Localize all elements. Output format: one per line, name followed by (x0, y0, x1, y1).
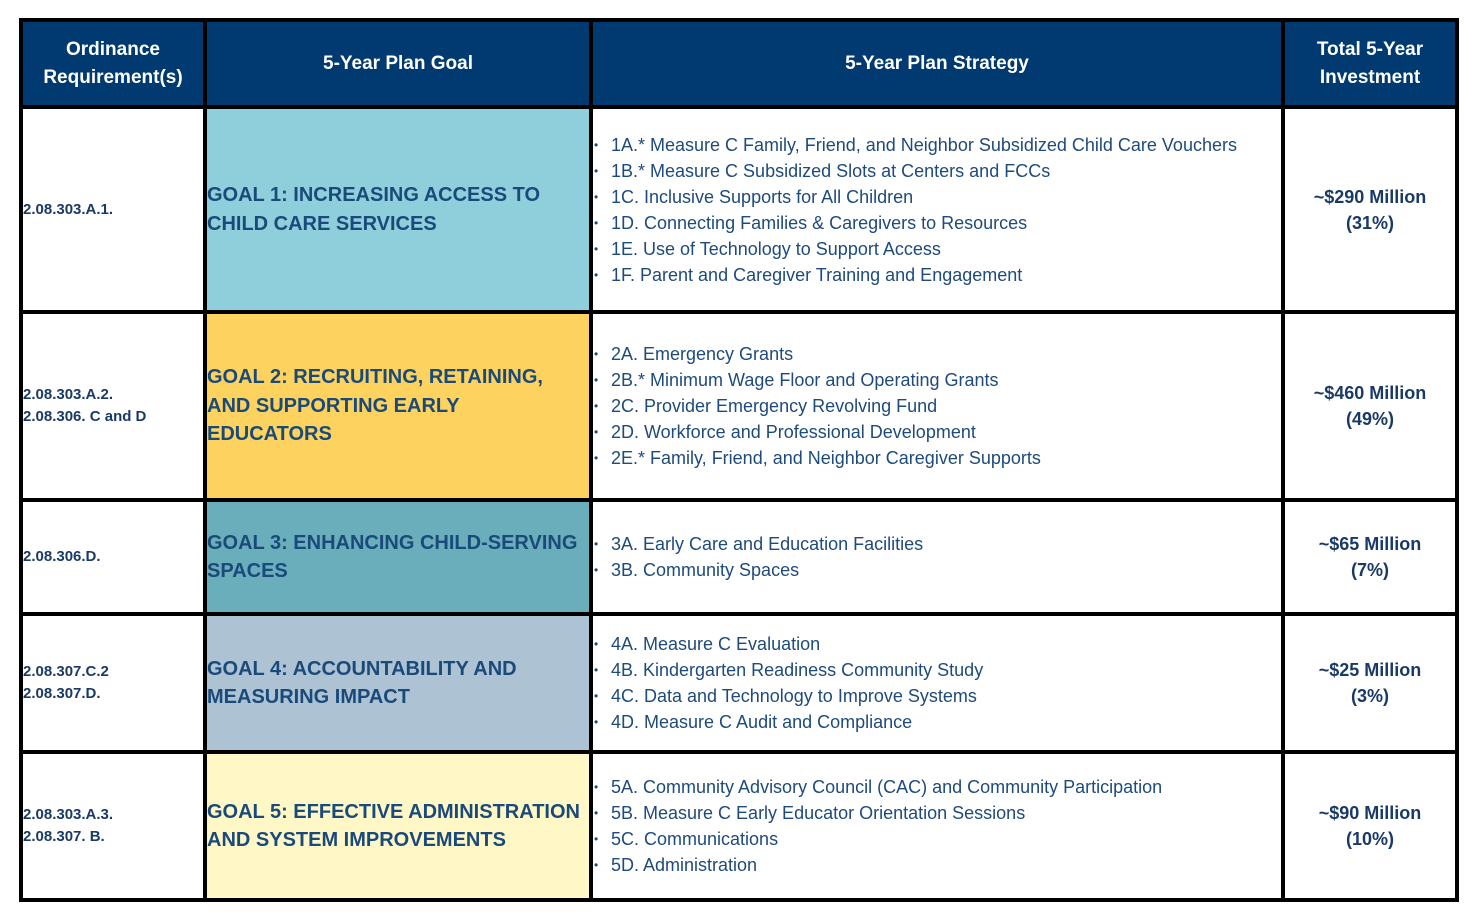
strategy-text: 5B. Measure C Early Educator Orientation Sessions (611, 803, 1026, 823)
goal-row-2 (21, 312, 1457, 500)
ordinance-requirement: 2.08.307. B. (23, 828, 105, 845)
strategy-item (593, 236, 1281, 262)
bullet-icon: • (594, 425, 599, 439)
investment-amount: ~$65 Million (1318, 534, 1422, 554)
strategy-text: 4D. Measure C Audit and Compliance (611, 712, 913, 732)
ordinance-requirement: 2.08.306. C and D (23, 408, 147, 425)
strategy-item (593, 774, 1281, 800)
strategy-text: 2C. Provider Emergency Revolving Fund (611, 396, 938, 416)
investment-cell (1283, 107, 1457, 312)
strategy-item (593, 419, 1281, 445)
strategy-item (593, 852, 1281, 878)
goal-cell: GOAL 2: RECRUITING, RETAINING, AND SUPPORTING EARLY EDUCATORS (205, 312, 591, 500)
strategy-list (593, 631, 1281, 735)
strategy-list (593, 341, 1281, 471)
strategy-text: 1A.* Measure C Family, Friend, and Neighbor Subsidized Child Care Vouchers (611, 134, 1237, 155)
strategy-list (593, 531, 1281, 583)
header-strategy: 5-Year Plan Strategy (591, 20, 1283, 107)
strategy-text: 1D. Connecting Families & Caregivers to Resources (611, 212, 1028, 233)
strategy-item (593, 210, 1281, 236)
bullet-icon: • (594, 537, 599, 551)
ordinance-cell (21, 107, 205, 312)
bullet-icon: • (594, 563, 599, 577)
bullet-icon: • (594, 189, 599, 204)
strategy-item (593, 158, 1281, 184)
bullet-icon: • (594, 399, 599, 413)
strategy-text: 5D. Administration (611, 855, 758, 875)
ordinance-requirement: 2.08.303.A.2. (23, 386, 114, 403)
strategy-item (593, 531, 1281, 557)
strategy-item (593, 262, 1281, 288)
ordinance-requirement: 2.08.307.C.2 (23, 663, 109, 680)
strategy-text: 2D. Workforce and Professional Development (611, 422, 976, 442)
bullet-icon: • (594, 215, 599, 230)
five-year-plan-table (19, 18, 1459, 902)
goal-row-5 (21, 752, 1457, 900)
strategy-text: 2E.* Family, Friend, and Neighbor Caregiver Supports (611, 448, 1041, 468)
ordinance-cell (21, 614, 205, 752)
bullet-icon: • (594, 858, 599, 872)
ordinance-cell (21, 500, 205, 614)
investment-percent: (10%) (1345, 829, 1394, 849)
investment-cell (1283, 312, 1457, 500)
bullet-icon: • (594, 373, 599, 387)
strategy-cell (591, 500, 1283, 614)
strategy-item (593, 631, 1281, 657)
strategy-item (593, 826, 1281, 852)
header-row (21, 20, 1457, 107)
strategy-cell (591, 614, 1283, 752)
strategy-text: 1B.* Measure C Subsidized Slots at Centers and FCCs (611, 160, 1051, 181)
strategy-text: 4A. Measure C Evaluation (611, 634, 821, 654)
ordinance-cell (21, 312, 205, 500)
bullet-icon: • (594, 451, 599, 465)
bullet-icon: • (594, 715, 599, 729)
bullet-icon: • (594, 241, 599, 256)
strategy-list (593, 132, 1281, 288)
investment-amount: ~$25 Million (1318, 660, 1422, 680)
strategy-text: 4B. Kindergarten Readiness Community Study (611, 660, 984, 680)
bullet-icon: • (594, 163, 599, 178)
strategy-item (593, 445, 1281, 471)
strategy-text: 5C. Communications (611, 829, 779, 849)
bullet-icon: • (594, 806, 599, 820)
strategy-text: 1C. Inclusive Supports for All Children (611, 186, 914, 207)
strategy-text: 2A. Emergency Grants (611, 344, 794, 364)
strategy-text: 1E. Use of Technology to Support Access (611, 238, 941, 259)
bullet-icon: • (594, 689, 599, 703)
investment-percent: (49%) (1345, 409, 1394, 429)
strategy-item (593, 683, 1281, 709)
strategy-text: 4C. Data and Technology to Improve Systems (611, 686, 977, 706)
ordinance-cell (21, 752, 205, 900)
bullet-icon: • (594, 637, 599, 651)
investment-cell (1283, 614, 1457, 752)
strategy-text: 1F. Parent and Caregiver Training and Engagement (611, 264, 1023, 285)
strategy-cell (591, 312, 1283, 500)
strategy-item (593, 132, 1281, 158)
strategy-cell (591, 752, 1283, 900)
investment-cell (1283, 752, 1457, 900)
goal-cell: GOAL 1: INCREASING ACCESS TO CHILD CARE SERVICES (205, 107, 591, 312)
goal-cell: GOAL 3: ENHANCING CHILD-SERVING SPACES (205, 500, 591, 614)
investment-cell (1283, 500, 1457, 614)
strategy-item (593, 367, 1281, 393)
strategy-text: 5A. Community Advisory Council (CAC) and Community Participation (611, 777, 1163, 797)
strategy-item (593, 341, 1281, 367)
strategy-text: 3B. Community Spaces (611, 560, 800, 580)
investment-amount: ~$290 Million (1313, 186, 1427, 207)
investment-amount: ~$460 Million (1313, 383, 1427, 403)
strategy-cell (591, 107, 1283, 312)
strategy-item (593, 393, 1281, 419)
strategy-item (593, 657, 1281, 683)
strategy-list (593, 774, 1281, 878)
strategy-item (593, 184, 1281, 210)
investment-percent: (31%) (1345, 212, 1394, 233)
header-ordinance: Ordinance Requirement(s) (21, 20, 205, 107)
goal-row-4 (21, 614, 1457, 752)
bullet-icon: • (594, 347, 599, 361)
goal-cell: GOAL 5: EFFECTIVE ADMINISTRATION AND SYSTEM IMPROVEMENTS (205, 752, 591, 900)
header-investment: Total 5-Year Investment (1283, 20, 1457, 107)
bullet-icon: • (594, 780, 599, 794)
header-goal: 5-Year Plan Goal (205, 20, 591, 107)
goal-row-3 (21, 500, 1457, 614)
strategy-text: 3A. Early Care and Education Facilities (611, 534, 924, 554)
ordinance-requirement: 2.08.303.A.1. (23, 200, 114, 218)
investment-amount: ~$90 Million (1318, 803, 1422, 823)
ordinance-requirement: 2.08.306.D. (23, 548, 101, 565)
investment-percent: (3%) (1350, 686, 1389, 706)
investment-percent: (7%) (1350, 560, 1389, 580)
bullet-icon: • (594, 663, 599, 677)
bullet-icon: • (594, 832, 599, 846)
strategy-text: 2B.* Minimum Wage Floor and Operating Grants (611, 370, 999, 390)
bullet-icon: • (594, 267, 599, 282)
ordinance-requirement: 2.08.307.D. (23, 685, 101, 702)
goal-row-1 (21, 107, 1457, 312)
strategy-item (593, 709, 1281, 735)
strategy-item (593, 557, 1281, 583)
bullet-icon: • (594, 137, 599, 152)
goal-cell: GOAL 4: ACCOUNTABILITY AND MEASURING IMPACT (205, 614, 591, 752)
strategy-item (593, 800, 1281, 826)
ordinance-requirement: 2.08.303.A.3. (23, 806, 114, 823)
